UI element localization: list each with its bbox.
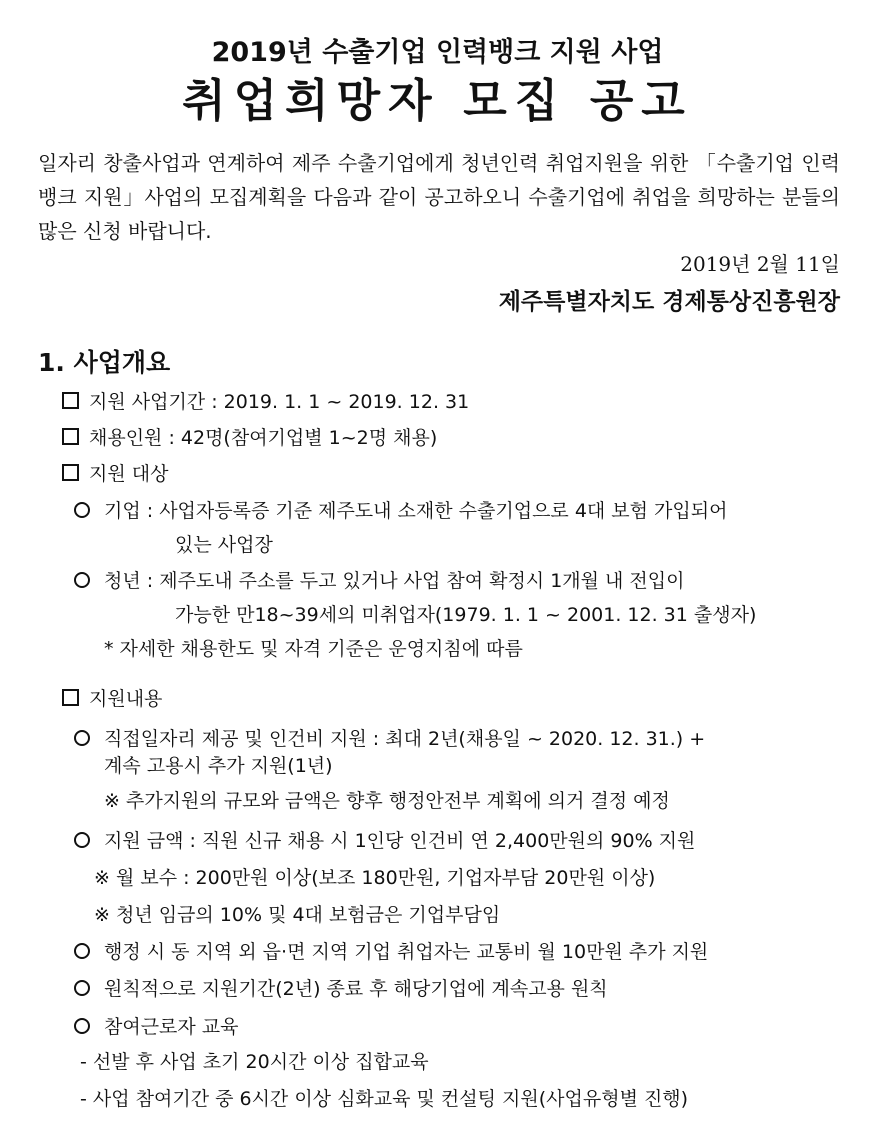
support-item-5-sub-1: - 선발 후 사업 초기 20시간 이상 집합교육 xyxy=(80,1051,429,1073)
title-line-1: 2019년 수출기업 인력뱅크 지원 사업 xyxy=(211,37,664,68)
support-item-3-text: 행정 시 동 지역 외 읍·면 지역 기업 취업자는 교통비 월 10만원 추가 지원 xyxy=(104,941,709,963)
intro-paragraph xyxy=(38,146,840,248)
circle-bullet-icon xyxy=(74,980,90,996)
circle-bullet-icon xyxy=(74,943,90,959)
support-item-4 xyxy=(74,974,608,1001)
checkbox-bullet-icon xyxy=(62,464,79,481)
support-item-2-text: 지원 금액 : 직원 신규 채용 시 1인당 인건비 연 2,400만원의 90% 지원 xyxy=(104,830,696,852)
support-item-2-note-1: ※ 월 보수 : 200만원 이상(보조 180만원, 기업자부담 20만원 이상) xyxy=(94,867,656,889)
support-item-1-text: 직접일자리 제공 및 인건비 지원 : 최대 2년(채용일 ~ 2020. 12. 31.) + xyxy=(104,728,706,750)
target-note: * 자세한 채용한도 및 자격 기준은 운영지침에 따름 xyxy=(104,638,523,660)
circle-bullet-icon xyxy=(74,730,90,746)
period-item xyxy=(62,387,469,414)
section-heading: 1. 사업개요 xyxy=(38,348,171,377)
circle-bullet-icon xyxy=(74,502,90,518)
headcount-text: 채용인원 : 42명(참여기업별 1~2명 채용) xyxy=(89,427,438,449)
circle-bullet-icon xyxy=(74,572,90,588)
target-company-item xyxy=(74,496,727,523)
support-item-4-text: 원칙적으로 지원기간(2년) 종료 후 해당기업에 계속고용 원칙 xyxy=(104,978,608,1000)
checkbox-bullet-icon xyxy=(62,392,79,409)
target-heading: 지원 대상 xyxy=(89,463,169,485)
support-item-3 xyxy=(74,937,708,964)
headcount-item xyxy=(62,423,437,450)
support-item-2 xyxy=(74,826,695,853)
support-item-1 xyxy=(74,724,705,751)
notice-date: 2019년 2월 11일 xyxy=(680,252,840,276)
period-text: 지원 사업기간 : 2019. 1. 1 ~ 2019. 12. 31 xyxy=(89,391,470,413)
support-item-1-note: ※ 추가지원의 규모와 금액은 향후 행정안전부 계획에 의거 결정 예정 xyxy=(104,790,670,812)
support-heading: 지원내용 xyxy=(89,688,163,710)
target-youth-continued: 가능한 만18~39세의 미취업자(1979. 1. 1 ~ 2001. 12. 31 출생자) xyxy=(175,604,757,626)
support-item-5-sub-2: - 사업 참여기간 중 6시간 이상 심화교육 및 컨설팅 지원(사업유형별 진행) xyxy=(80,1088,689,1110)
target-company-continued: 있는 사업장 xyxy=(175,534,273,556)
title-line-2: 취업희망자 모집 공고 xyxy=(182,74,693,127)
circle-bullet-icon xyxy=(74,1018,90,1034)
support-item-5 xyxy=(74,1012,239,1039)
target-company-text: 기업 : 사업자등록증 기준 제주도내 소재한 수출기업으로 4대 보험 가입되어 xyxy=(104,500,728,522)
circle-bullet-icon xyxy=(74,832,90,848)
checkbox-bullet-icon xyxy=(62,689,79,706)
checkbox-bullet-icon xyxy=(62,428,79,445)
support-item-1-continued: 계속 고용시 추가 지원(1년) xyxy=(104,755,333,777)
support-item-2-note-2: ※ 청년 임금의 10% 및 4대 보험금은 기업부담임 xyxy=(94,904,501,926)
organization-name: 제주특별자치도 경제통상진흥원장 xyxy=(498,288,840,315)
support-heading-item xyxy=(62,684,162,711)
target-youth-item xyxy=(74,566,684,593)
support-item-5-text: 참여근로자 교육 xyxy=(104,1016,239,1038)
target-youth-text: 청년 : 제주도내 주소를 두고 있거나 사업 참여 확정시 1개월 내 전입이 xyxy=(104,570,685,592)
target-heading-item xyxy=(62,459,168,486)
intro-text: 일자리 창출사업과 연계하여 제주 수출기업에게 청년인력 취업지원을 위한 「수출기업 인력뱅크 지원」사업의 모집계획을 다음과 같이 공고하오니 수출기업에 취업을 희망하는 분들의 많은 신청 바랍니다. xyxy=(38,151,840,243)
